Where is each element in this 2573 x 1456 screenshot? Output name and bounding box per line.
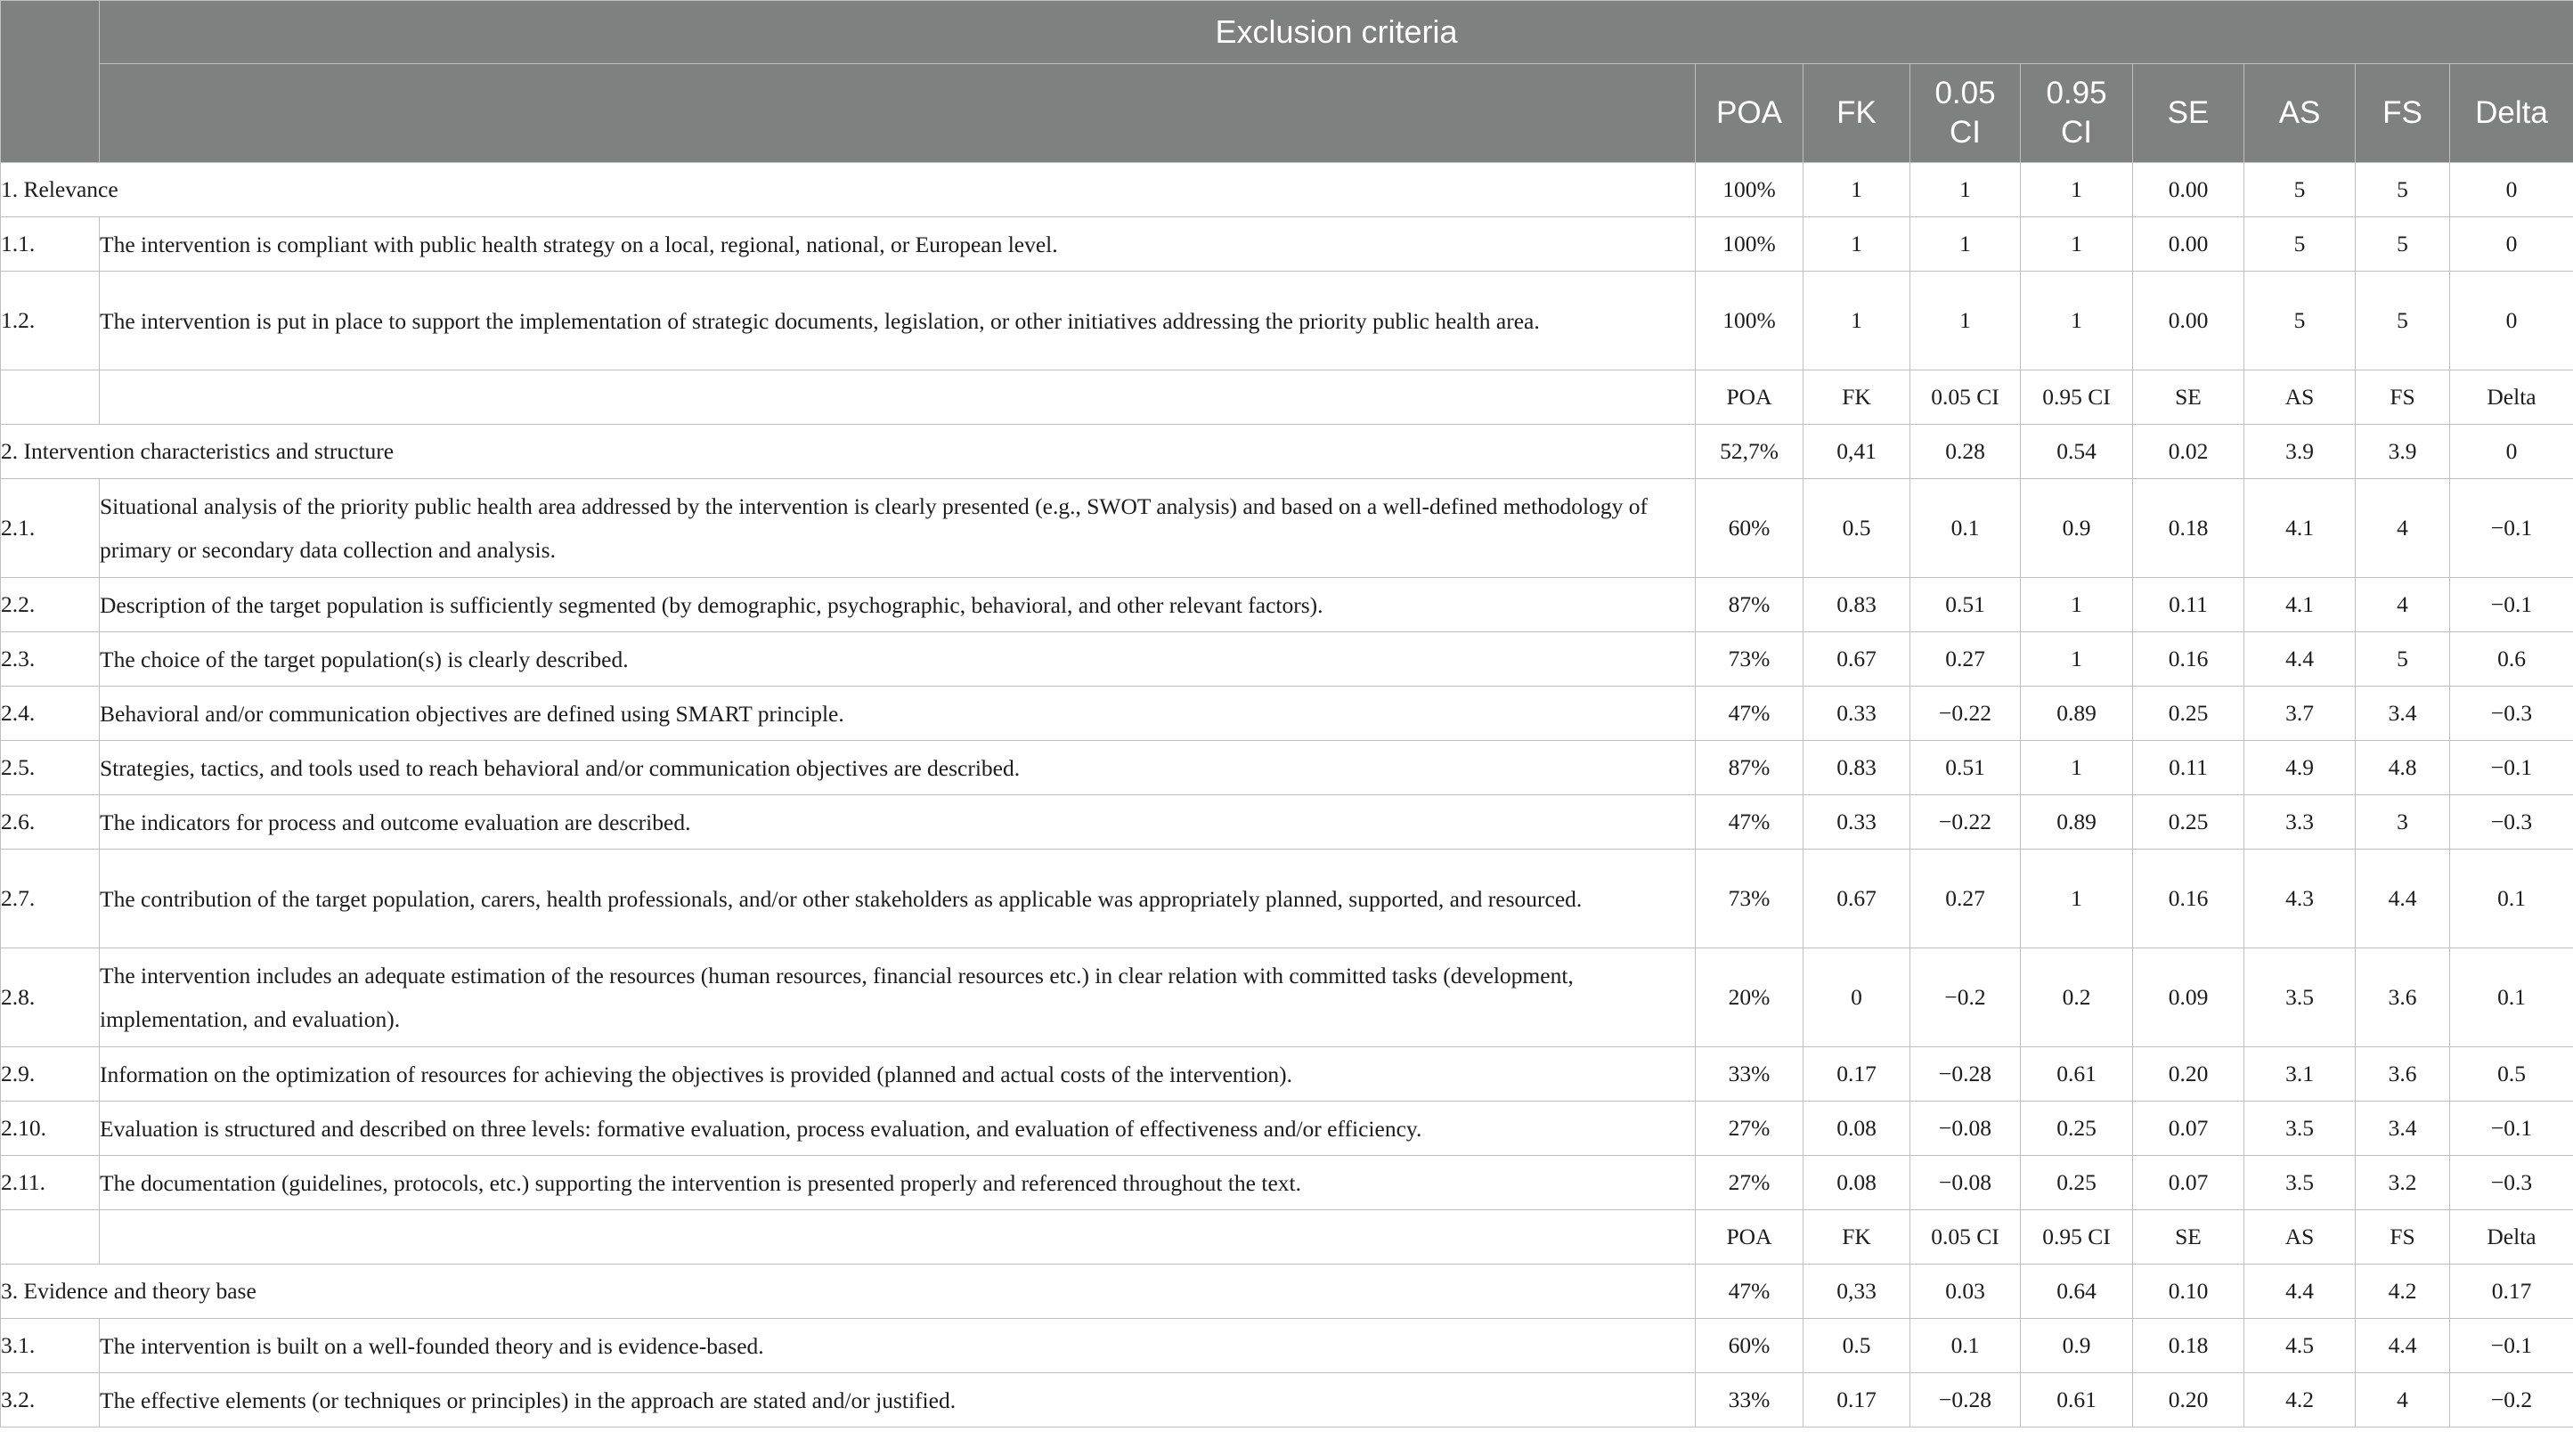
criterion-number: 3.1. [1, 1319, 100, 1373]
subheader-fs: FS [2356, 370, 2450, 425]
value-poa: 100% [1696, 217, 1804, 272]
value-fk: 0.33 [1804, 795, 1910, 850]
value-fs: 4.2 [2356, 1265, 2450, 1319]
table-row [1, 1319, 2573, 1373]
value-ci-low: −0.2 [1910, 948, 2021, 1047]
table-row [1, 1373, 2573, 1428]
subheader-ci-low: 0.05 CI [1910, 1210, 2021, 1265]
table-row [1, 479, 2573, 578]
value-fk: 0,33 [1804, 1265, 1910, 1319]
blank-cell [100, 370, 1696, 425]
criterion-text: The documentation (guidelines, protocols, etc.) supporting the intervention is presented properly and referenced throughout the text. [100, 1156, 1696, 1210]
value-ci-high: 0.2 [2021, 948, 2133, 1047]
column-header-se: SE [2133, 64, 2244, 163]
criterion-number: 3.2. [1, 1373, 100, 1428]
table-row [1, 948, 2573, 1047]
value-as: 5 [2244, 217, 2356, 272]
value-fs: 3.2 [2356, 1156, 2450, 1210]
criterion-number: 2.9. [1, 1047, 100, 1102]
value-ci-low: −0.08 [1910, 1102, 2021, 1156]
value-se: 0.09 [2133, 948, 2244, 1047]
value-as: 4.4 [2244, 1265, 2356, 1319]
header-corner-cell [1, 1, 100, 163]
subheader-se: SE [2133, 370, 2244, 425]
value-se: 0.16 [2133, 850, 2244, 948]
subheader-poa: POA [1696, 370, 1804, 425]
value-poa: 73% [1696, 850, 1804, 948]
value-ci-low: 0.51 [1910, 578, 2021, 632]
criterion-text: Behavioral and/or communication objectives are defined using SMART principle. [100, 687, 1696, 741]
subheader-poa: POA [1696, 1210, 1804, 1265]
criterion-text: The effective elements (or techniques or principles) in the approach are stated and/or justified. [100, 1373, 1696, 1428]
table-row [1, 687, 2573, 741]
value-se: 0.18 [2133, 479, 2244, 578]
value-fk: 0.17 [1804, 1047, 1910, 1102]
value-ci-low: 0.27 [1910, 850, 2021, 948]
value-ci-low: 0.51 [1910, 741, 2021, 795]
value-as: 3.5 [2244, 1102, 2356, 1156]
value-ci-low: 1 [1910, 272, 2021, 370]
value-ci-high: 0.61 [2021, 1373, 2133, 1428]
column-header-delta: Delta [2450, 64, 2573, 163]
value-ci-low: 0.28 [1910, 425, 2021, 479]
table-row [1, 741, 2573, 795]
criterion-number: 2.3. [1, 632, 100, 687]
value-ci-low: 1 [1910, 163, 2021, 217]
value-delta: −0.3 [2450, 687, 2573, 741]
criterion-number: 2.8. [1, 948, 100, 1047]
table-row [1, 850, 2573, 948]
table-row [1, 795, 2573, 850]
table-row [1, 272, 2573, 370]
subheader-se: SE [2133, 1210, 2244, 1265]
value-fs: 5 [2356, 272, 2450, 370]
value-poa: 100% [1696, 272, 1804, 370]
value-fk: 0.5 [1804, 479, 1910, 578]
value-ci-low: 0.27 [1910, 632, 2021, 687]
criterion-number: 1.1. [1, 217, 100, 272]
value-fk: 1 [1804, 217, 1910, 272]
value-ci-low: 0.03 [1910, 1265, 2021, 1319]
value-fs: 4 [2356, 1373, 2450, 1428]
value-delta: 0.6 [2450, 632, 2573, 687]
section-row [1, 425, 2573, 479]
value-fs: 3.9 [2356, 425, 2450, 479]
value-delta: −0.1 [2450, 741, 2573, 795]
table-row [1, 217, 2573, 272]
value-as: 3.7 [2244, 687, 2356, 741]
criterion-text: The intervention includes an adequate estimation of the resources (human resources, financial resources etc.) in clear relation with committed tasks (development, implementation, and evaluation). [100, 948, 1696, 1047]
value-se: 0.25 [2133, 795, 2244, 850]
value-fs: 3.4 [2356, 687, 2450, 741]
value-se: 0.11 [2133, 578, 2244, 632]
value-delta: −0.2 [2450, 1373, 2573, 1428]
value-fs: 4.4 [2356, 850, 2450, 948]
value-as: 4.9 [2244, 741, 2356, 795]
value-fk: 0.08 [1804, 1102, 1910, 1156]
value-as: 4.5 [2244, 1319, 2356, 1373]
value-fs: 5 [2356, 163, 2450, 217]
value-ci-high: 0.89 [2021, 795, 2133, 850]
criterion-text: Information on the optimization of resources for achieving the objectives is provided (planned and actual costs of the intervention). [100, 1047, 1696, 1102]
value-delta: −0.1 [2450, 479, 2573, 578]
subheader-delta: Delta [2450, 1210, 2573, 1265]
value-delta: 0 [2450, 217, 2573, 272]
table-row [1, 632, 2573, 687]
value-fs: 3.4 [2356, 1102, 2450, 1156]
subheader-ci-high: 0.95 CI [2021, 1210, 2133, 1265]
criterion-number: 2.1. [1, 479, 100, 578]
subheader-row [1, 370, 2573, 425]
criterion-text: Description of the target population is sufficiently segmented (by demographic, psychographic, behavioral, and other relevant factors). [100, 578, 1696, 632]
value-fs: 4 [2356, 578, 2450, 632]
value-se: 0.20 [2133, 1373, 2244, 1428]
column-header-poa: POA [1696, 64, 1804, 163]
value-ci-high: 1 [2021, 578, 2133, 632]
value-ci-low: −0.28 [1910, 1047, 2021, 1102]
value-poa: 33% [1696, 1047, 1804, 1102]
value-as: 4.2 [2244, 1373, 2356, 1428]
value-fs: 4.8 [2356, 741, 2450, 795]
section-row [1, 1265, 2573, 1319]
table-row [1, 578, 2573, 632]
value-fk: 0.08 [1804, 1156, 1910, 1210]
value-as: 3.9 [2244, 425, 2356, 479]
criterion-text: The intervention is compliant with public health strategy on a local, regional, national, or European level. [100, 217, 1696, 272]
value-fs: 5 [2356, 217, 2450, 272]
value-poa: 47% [1696, 1265, 1804, 1319]
value-ci-high: 1 [2021, 741, 2133, 795]
value-ci-high: 0.25 [2021, 1156, 2133, 1210]
criterion-number: 1.2. [1, 272, 100, 370]
criterion-text: The intervention is built on a well-founded theory and is evidence-based. [100, 1319, 1696, 1373]
value-ci-high: 1 [2021, 272, 2133, 370]
section-row [1, 163, 2573, 217]
subheader-fk: FK [1804, 1210, 1910, 1265]
criterion-text: Strategies, tactics, and tools used to reach behavioral and/or communication objectives are described. [100, 741, 1696, 795]
table-title: Exclusion criteria [100, 1, 2573, 64]
value-ci-high: 0.9 [2021, 1319, 2133, 1373]
subheader-fk: FK [1804, 370, 1910, 425]
subheader-row [1, 1210, 2573, 1265]
criterion-number: 2.4. [1, 687, 100, 741]
criterion-text: The intervention is put in place to support the implementation of strategic documents, legislation, or other initiatives addressing the priority public health area. [100, 272, 1696, 370]
value-poa: 47% [1696, 687, 1804, 741]
value-se: 0.07 [2133, 1102, 2244, 1156]
value-fk: 1 [1804, 163, 1910, 217]
value-fs: 3.6 [2356, 1047, 2450, 1102]
subheader-as: AS [2244, 1210, 2356, 1265]
subheader-ci-high: 0.95 CI [2021, 370, 2133, 425]
table-row [1, 1047, 2573, 1102]
header-blank-cell [100, 64, 1696, 163]
value-fk: 1 [1804, 272, 1910, 370]
criterion-number: 2.7. [1, 850, 100, 948]
value-ci-low: −0.08 [1910, 1156, 2021, 1210]
value-delta: 0 [2450, 272, 2573, 370]
value-as: 4.1 [2244, 578, 2356, 632]
value-as: 3.5 [2244, 1156, 2356, 1210]
criterion-number: 2.6. [1, 795, 100, 850]
value-fk: 0.83 [1804, 741, 1910, 795]
value-se: 0.25 [2133, 687, 2244, 741]
value-se: 0.10 [2133, 1265, 2244, 1319]
value-fk: 0.67 [1804, 850, 1910, 948]
blank-cell [1, 370, 100, 425]
value-fk: 0.33 [1804, 687, 1910, 741]
subheader-as: AS [2244, 370, 2356, 425]
column-header-fk: FK [1804, 64, 1910, 163]
column-header-as: AS [2244, 64, 2356, 163]
value-delta: −0.1 [2450, 578, 2573, 632]
value-poa: 100% [1696, 163, 1804, 217]
criterion-number: 2.10. [1, 1102, 100, 1156]
value-as: 4.4 [2244, 632, 2356, 687]
value-ci-high: 0.9 [2021, 479, 2133, 578]
value-delta: 0.1 [2450, 850, 2573, 948]
value-delta: −0.3 [2450, 795, 2573, 850]
value-fs: 5 [2356, 632, 2450, 687]
criterion-text: Evaluation is structured and described on three levels: formative evaluation, process evaluation, and evaluation of effectiveness and/or efficiency. [100, 1102, 1696, 1156]
value-poa: 87% [1696, 578, 1804, 632]
column-header-fs: FS [2356, 64, 2450, 163]
value-ci-high: 0.64 [2021, 1265, 2133, 1319]
criterion-number: 2.5. [1, 741, 100, 795]
value-fk: 0 [1804, 948, 1910, 1047]
value-ci-high: 1 [2021, 632, 2133, 687]
value-ci-high: 1 [2021, 217, 2133, 272]
value-delta: −0.3 [2450, 1156, 2573, 1210]
value-poa: 60% [1696, 1319, 1804, 1373]
value-fs: 4.4 [2356, 1319, 2450, 1373]
value-as: 3.5 [2244, 948, 2356, 1047]
value-ci-low: 0.1 [1910, 1319, 2021, 1373]
column-header-ci-high: 0.95 CI [2021, 64, 2133, 163]
blank-cell [1, 1210, 100, 1265]
value-ci-high: 0.61 [2021, 1047, 2133, 1102]
value-ci-low: −0.22 [1910, 795, 2021, 850]
value-ci-low: −0.28 [1910, 1373, 2021, 1428]
value-poa: 20% [1696, 948, 1804, 1047]
table-row [1, 1156, 2573, 1210]
value-poa: 87% [1696, 741, 1804, 795]
value-se: 0.07 [2133, 1156, 2244, 1210]
value-as: 4.1 [2244, 479, 2356, 578]
section-title: 1. Relevance [1, 163, 1696, 217]
value-se: 0.00 [2133, 272, 2244, 370]
value-ci-high: 1 [2021, 163, 2133, 217]
criterion-text: The contribution of the target population, carers, health professionals, and/or other stakeholders as applicable was appropriately planned, supported, and resourced. [100, 850, 1696, 948]
value-fk: 0.5 [1804, 1319, 1910, 1373]
value-fs: 3 [2356, 795, 2450, 850]
criterion-text: The choice of the target population(s) is clearly described. [100, 632, 1696, 687]
criterion-text: Situational analysis of the priority public health area addressed by the intervention is clearly presented (e.g., SWOT analysis) and based on a well-defined methodology of primary or secondary data collection and analysis. [100, 479, 1696, 578]
value-poa: 27% [1696, 1156, 1804, 1210]
value-poa: 52,7% [1696, 425, 1804, 479]
criterion-number: 2.11. [1, 1156, 100, 1210]
value-se: 0.20 [2133, 1047, 2244, 1102]
value-ci-low: −0.22 [1910, 687, 2021, 741]
value-poa: 60% [1696, 479, 1804, 578]
value-se: 0.00 [2133, 217, 2244, 272]
value-fk: 0,41 [1804, 425, 1910, 479]
value-as: 5 [2244, 163, 2356, 217]
section-title: 2. Intervention characteristics and structure [1, 425, 1696, 479]
table-body [1, 163, 2573, 1428]
value-as: 3.1 [2244, 1047, 2356, 1102]
blank-cell [100, 1210, 1696, 1265]
value-se: 0.02 [2133, 425, 2244, 479]
value-delta: 0.5 [2450, 1047, 2573, 1102]
section-title: 3. Evidence and theory base [1, 1265, 1696, 1319]
value-fk: 0.67 [1804, 632, 1910, 687]
value-fs: 4 [2356, 479, 2450, 578]
value-poa: 47% [1696, 795, 1804, 850]
value-as: 3.3 [2244, 795, 2356, 850]
value-se: 0.11 [2133, 741, 2244, 795]
value-poa: 33% [1696, 1373, 1804, 1428]
table-header [1, 1, 2573, 163]
subheader-fs: FS [2356, 1210, 2450, 1265]
table-row [1, 1102, 2573, 1156]
criterion-number: 2.2. [1, 578, 100, 632]
value-delta: 0 [2450, 163, 2573, 217]
value-ci-high: 0.54 [2021, 425, 2133, 479]
value-se: 0.18 [2133, 1319, 2244, 1373]
value-ci-low: 0.1 [1910, 479, 2021, 578]
value-fk: 0.83 [1804, 578, 1910, 632]
value-ci-high: 0.89 [2021, 687, 2133, 741]
value-delta: −0.1 [2450, 1102, 2573, 1156]
value-delta: 0.1 [2450, 948, 2573, 1047]
value-se: 0.00 [2133, 163, 2244, 217]
value-delta: 0 [2450, 425, 2573, 479]
column-header-ci-low: 0.05 CI [1910, 64, 2021, 163]
value-as: 5 [2244, 272, 2356, 370]
value-ci-high: 0.25 [2021, 1102, 2133, 1156]
value-fs: 3.6 [2356, 948, 2450, 1047]
value-delta: 0.17 [2450, 1265, 2573, 1319]
value-poa: 73% [1696, 632, 1804, 687]
value-ci-low: 1 [1910, 217, 2021, 272]
subheader-ci-low: 0.05 CI [1910, 370, 2021, 425]
value-ci-high: 1 [2021, 850, 2133, 948]
value-as: 4.3 [2244, 850, 2356, 948]
subheader-delta: Delta [2450, 370, 2573, 425]
criterion-text: The indicators for process and outcome evaluation are described. [100, 795, 1696, 850]
value-poa: 27% [1696, 1102, 1804, 1156]
value-fk: 0.17 [1804, 1373, 1910, 1428]
value-se: 0.16 [2133, 632, 2244, 687]
value-delta: −0.1 [2450, 1319, 2573, 1373]
